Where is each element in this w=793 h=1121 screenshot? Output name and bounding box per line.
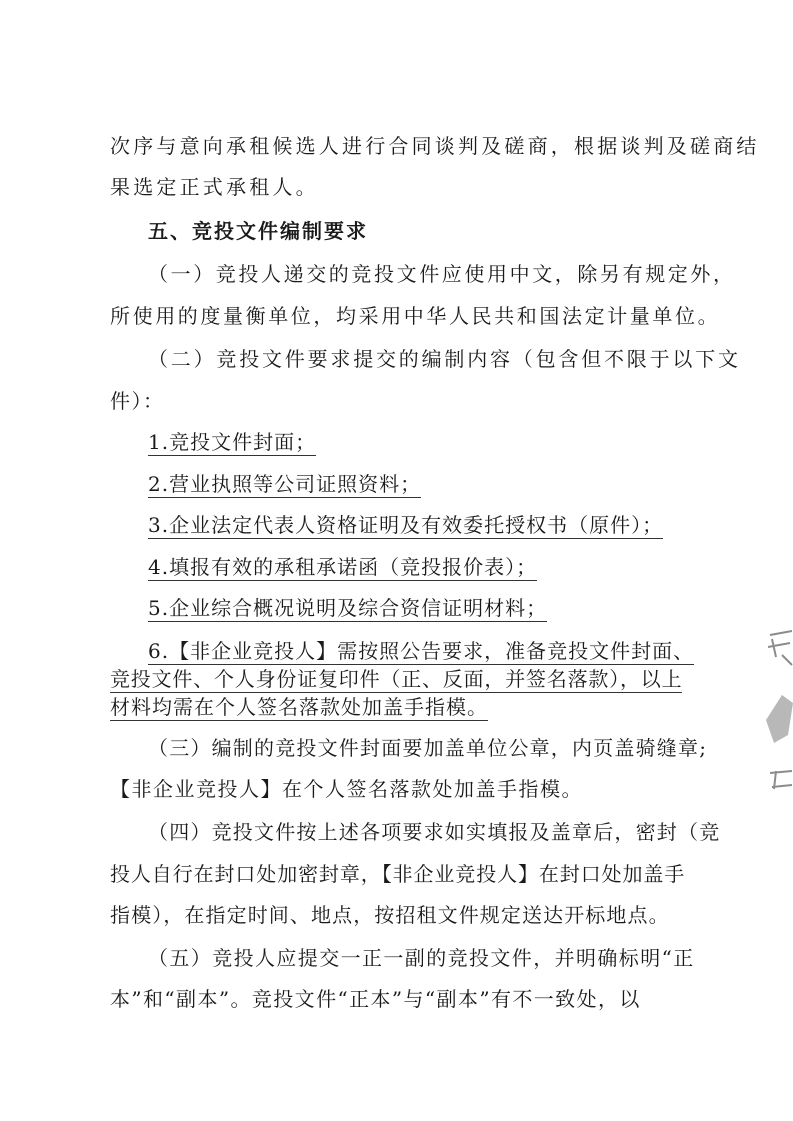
text-line: （五）竞投人应提交一正一副的竞投文件，并明确标明“正: [148, 946, 695, 970]
text-line: （四）竞投文件按上述各项要求如实填报及盖章后，密封（竞: [148, 820, 721, 844]
text-line: 指模），在指定时间、地点，按招租文件规定送达开标地点。: [110, 903, 670, 927]
text-line: 所使用的度量衡单位，均采用中华人民共和国法定计量单位。: [110, 304, 721, 328]
text-line: 【非企业竞投人】在个人签名落款处加盖手指模。: [110, 777, 583, 801]
list-item: 4.填报有效的承租承诺函（竞投报价表）；: [148, 555, 538, 579]
text-line: 果选定正式承租人。: [110, 175, 319, 199]
list-item: 1.竞投文件封面；: [148, 430, 317, 454]
text-line: 件）：: [110, 389, 165, 413]
text-line: （三）编制的竞投文件封面要加盖单位公章，内页盖骑缝章;: [148, 736, 708, 760]
list-item-continuation: 竞投文件、个人身份证复印件（正、反面，并签名落款），以上: [110, 667, 683, 691]
list-item: 5.企业综合概况说明及综合资信证明材料；: [148, 596, 548, 620]
text-line: 次序与意向承租候选人进行合同谈判及磋商，根据谈判及磋商结: [110, 134, 760, 158]
list-item-continuation: 材料均需在个人签名落款处加盖手指模。: [110, 695, 488, 719]
seal-fragment: [762, 625, 793, 795]
text-line: 本”和“副本”。竞投文件“正本”与“副本”有不一致处，以: [110, 987, 641, 1011]
section-heading: 五、竞投文件编制要求: [148, 219, 368, 243]
list-item: 2.营业执照等公司证照资料；: [148, 472, 422, 496]
text-line: （一）竞投人递交的竞投文件应使用中文，除另有规定外，: [148, 262, 736, 286]
text-line: （二）竞投文件要求提交的编制内容（包含但不限于以下文: [148, 347, 741, 371]
text-line: 投人自行在封口处加密封章，【非企业竞投人】在封口处加盖手: [110, 862, 686, 886]
list-item: 6.【非企业竞投人】需按照公告要求，准备竞投文件封面、: [148, 639, 695, 663]
list-item: 3.企业法定代表人资格证明及有效委托授权书（原件）；: [148, 513, 664, 537]
